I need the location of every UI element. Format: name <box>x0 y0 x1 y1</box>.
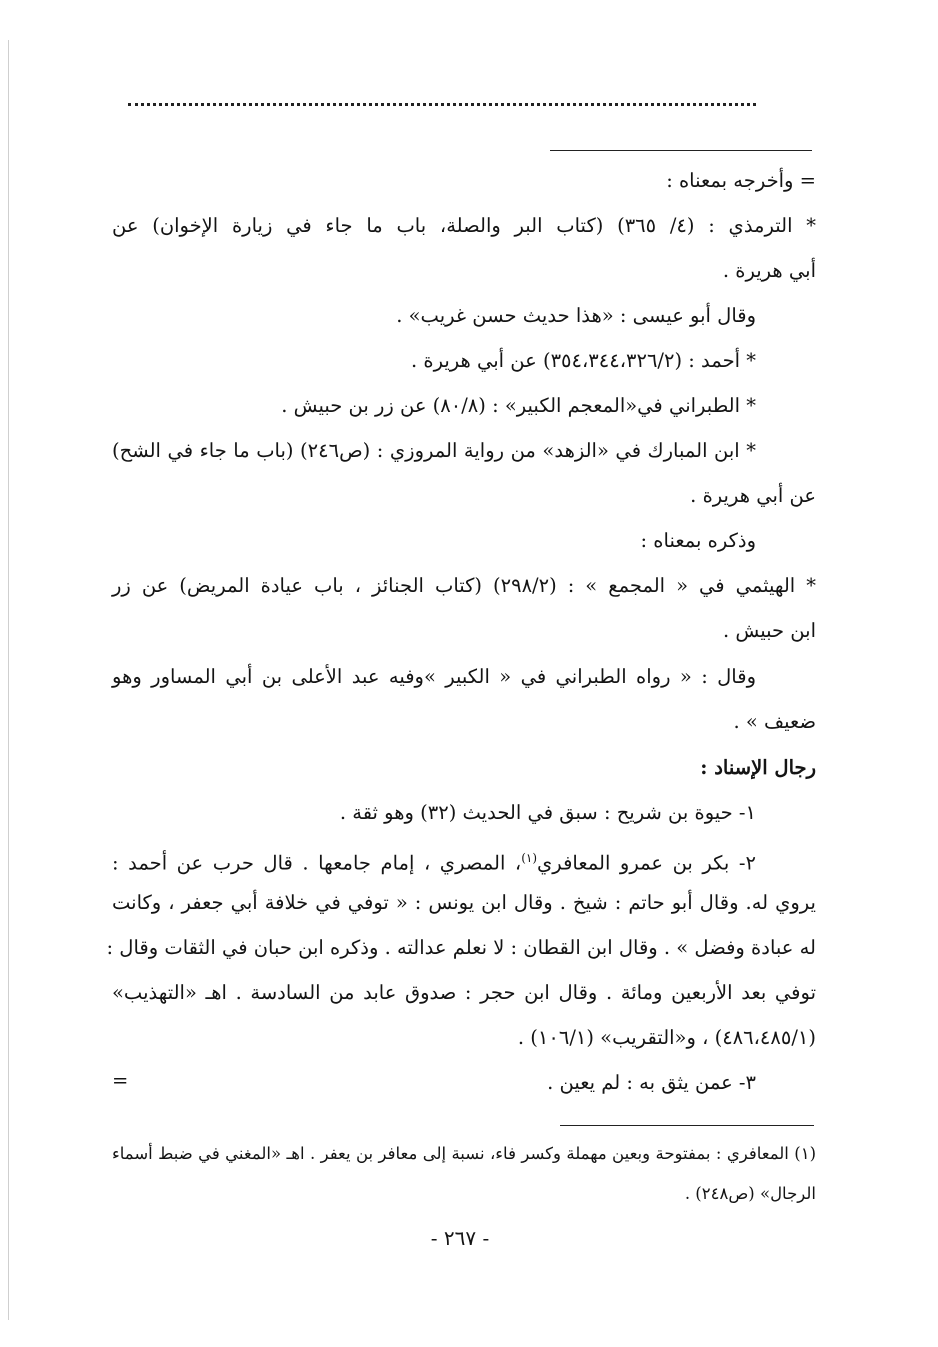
text-line: * الترمذي : (٤/ ٣٦٥) (كتاب البر والصلة، باب ما جاء في زيارة الإخوان) عن <box>112 214 816 237</box>
header-dotted-rule <box>128 103 756 106</box>
text-line: ابن حبيش . <box>723 619 816 642</box>
text-line <box>112 843 756 879</box>
text-line: أبي هريرة . <box>722 259 816 282</box>
footnote-line: (١) المعافري : بمفتوحة وبعين مهملة وكسر فاء، نسبة إلى معافر بن يعفر . اهـ «المغني في ضبط أسماء <box>112 1144 816 1163</box>
text-line: ضعيف » . <box>733 710 816 733</box>
text-line: يروي له. وقال أبو حاتم : شيخ . وقال ابن يونس : « توفي في خلافة أبي جعفر ، وكانت <box>112 891 816 914</box>
top-separator-rule <box>550 150 812 151</box>
footnote-reference[interactable]: (١) <box>521 851 538 865</box>
text-line: وقال : « رواه الطبراني في « الكبير »وفيه عبد الأعلى بن أبي المساور وهو <box>112 665 756 688</box>
page-margin-line <box>8 40 9 1320</box>
text-line: (٤٨٦،٤٨٥/١) ، و«التقريب» (١٠٦/١) . <box>517 1026 816 1049</box>
footnote-line: الرجال» (ص٢٤٨) . <box>684 1184 816 1203</box>
continuation-mark: = <box>112 1069 129 1092</box>
narrator-details: ، المصري ، إمام جامعها . قال حرب عن أحمد : <box>112 851 522 875</box>
text-line: عن أبي هريرة . <box>690 484 816 507</box>
text-line: * ابن المبارك في «الزهد» من رواية المروزي : (ص٢٤٦) (باب ما جاء في الشح) <box>112 439 756 462</box>
footnote-separator-rule <box>560 1125 814 1126</box>
text-line: ٣- عمن يثق به : لم يعين . <box>547 1071 756 1094</box>
text-line: ١- حيوة بن شريح : سبق في الحديث (٣٢) وهو ثقة . <box>339 801 756 824</box>
text-line: له عبادة وفضل » . وقال ابن القطان : لا نعلم عدالته . وذكره ابن حبان في الثقات وقال : <box>106 936 816 959</box>
text-line: وقال أبو عيسى : «هذا حديث حسن غريب» . <box>396 304 756 327</box>
text-line: * أحمد : (٣٥٤،٣٤٤،٣٢٦/٢) عن أبي هريرة . <box>410 349 756 372</box>
text-line: = وأخرجه بمعناه : <box>666 169 816 192</box>
page-number: - ٢٦٧ - <box>430 1226 490 1250</box>
narrator-name: ٢- بكر بن عمرو المعافري <box>537 851 756 875</box>
text-line: * الطبراني في«المعجم الكبير» : (٨٠/٨) عن زر بن حبيش . <box>281 394 756 417</box>
text-line: * الهيثمي في « المجمع » : (٢٩٨/٢) (كتاب الجنائز ، باب عيادة المريض) عن زر <box>112 574 816 597</box>
section-heading: رجال الإسناد : <box>700 756 816 779</box>
text-line: وذكره بمعناه : <box>640 529 756 552</box>
text-line: توفي بعد الأربعين ومائة . وقال ابن حجر : صدوق عابد من السادسة . اهـ «التهذيب» <box>112 981 816 1004</box>
